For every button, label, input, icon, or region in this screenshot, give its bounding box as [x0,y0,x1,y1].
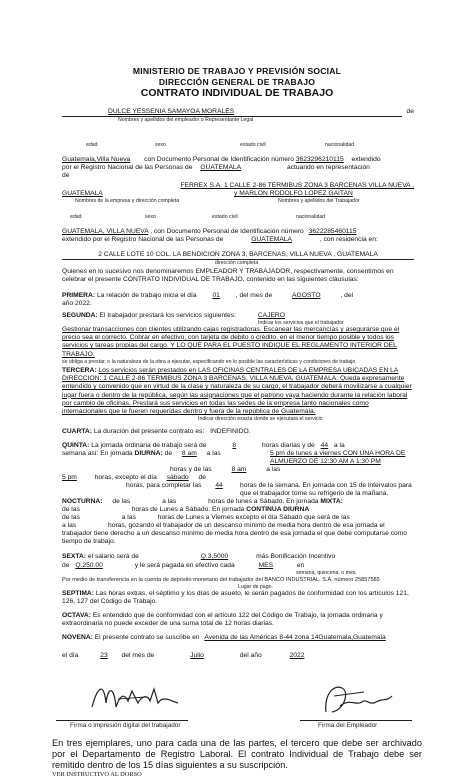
segunda-label: SEGUNDA: [62,312,98,319]
quinta-de: de [164,450,173,457]
sexta-en: en [296,562,305,569]
quinta-complete-hours: 44 [215,482,223,489]
quinta-continua-line [62,514,414,522]
quinta-continua-text2: horas, gozando el trabajador de un descanso mínimo de media hora dentro de esa jornada el trabajador tiene derecho a un descanso mínimo de media hora dentro de esa jornada el que debe computarse como tiempo de trabajo. [62,522,407,546]
worker-address-caption: dirección completa [215,260,259,266]
octava-paragraph [62,612,414,628]
quinta-sat-de: de [198,474,206,481]
quinta-continua-2 [62,522,414,546]
sexta-line-2 [62,562,414,570]
quinta-weekly: 44 [320,442,329,449]
sexta-label: SEXTA: [62,553,87,560]
quinta-continua-a2: a las [62,522,77,529]
quinta-weekly-hours: horas de la semana. En jornada con 15 de intervalos para que el trabajador tome su refrigerio de la mañana. [240,482,412,498]
novena-del-ano: del año [239,652,262,659]
novena-del-mes: del mes de [121,652,155,659]
company-line [62,182,414,190]
worker-name-caption: Nombres y apellidos del Trabajador [278,198,360,204]
worker-doc-line [62,228,414,236]
employer-signature-caption: Firma del Empleador [318,722,378,729]
worker-signature-line [56,720,188,721]
company-caption: Nombres de la empresa y dirección completa [75,198,180,204]
employer-doc-text: con Documento Personal de Identificación número [144,156,294,163]
novena-place: Avenida de las Américas 8-44 zona 14Guatemala,Guatemala [204,634,386,641]
novena-month: Julio [190,652,204,659]
novena-date-line [62,652,414,660]
employer-doc-line [62,156,414,164]
quinta-continua-a: a las [121,514,136,521]
employer-registro-line [62,164,414,172]
octava-text: Es entendido que de conformidad con el artículo 122 del Código de Trabajo, la jornada ordinaria y extraordinaria no puede exceder de una suma total de 12 horas diarias. [62,612,383,628]
employer-caption: Nombres y apellidos del empleador o Representante Legal [118,117,254,123]
primera-day: 01 [212,292,220,299]
cap-age: edad [86,142,98,148]
segunda-text: El trabajador prestará los servicios siguientes: [99,312,236,319]
cap-civil: estado civil [240,142,266,148]
tercera-caption: Indicar dirección exacta donde se ejecutara el servicio [198,416,323,422]
cuarta-text: La duración del presente contrato es: [93,428,205,435]
sexta-period: MES [258,562,274,569]
worker-name: y MARLON RODOLFO LOPEZ GAITAN [234,190,353,197]
worker-extendido-text: extendido por el Registro Nacional de las Personas de [62,236,224,243]
employer-de: de [406,108,414,115]
quinta-line-3 [170,466,414,474]
quinta-continua-text: horas de Lunes a Viernes excepto el día Sábado que será de las [157,514,350,521]
septima-label: SEPTIMA: [62,590,94,597]
sexta-text: el salario será de [87,553,139,560]
tercera-label: TERCERA: [62,367,97,374]
quinta-hours: 8 [232,442,237,449]
quinta-diarias: horas diarias y de [261,442,315,449]
quinta-mixta-a: horas de Lunes a Sábado. En jornada [131,506,245,513]
quinta-complete: horas, para completar las [126,482,202,489]
employer-registro-place: GUATEMALA [200,164,242,171]
primera-month: AGOSTO [292,292,321,299]
worker-cap-age: edad [70,214,82,220]
quinta-label: QUINTA: [62,442,90,449]
novena-year: 2022 [289,652,305,659]
septima-text: Las horas extras, el séptimo y los días de asueto, le serán pagados de conformidad con los artículos 121, 126, 127 del Código de Trabajo. [62,590,409,606]
novena-line [62,634,414,642]
worker-signature-caption: Firma o impresión digital del trabajador [70,722,181,729]
worker-doc-number: 3622285460115 [308,228,357,235]
quinta-noct-text: de las [112,498,131,505]
quinta-saturday: horas, excepto el día [94,474,157,481]
worker-registro-line [62,236,414,244]
primera-text: La relación de trabajo inicia el día [96,292,197,299]
cap-nationality: nacionalidad [325,142,355,148]
bottom-note: En tres ejemplares, uno para cada una de las partes, el tercero que debe ser archivado por el Departamento de Registro Laboral. El contrato Individual de Trabajo debe ser remitido dentro de los 15 días siguientes a su suscripción. [52,738,422,770]
quinta-schedule: 5 pm de lunes a viernes CON UNA HORA DE ALMUERZO DE 12:30 AM A 1:30 PM [270,450,406,466]
quinta-semana: semana así: En jornada [62,450,133,457]
employer-de-line [62,172,414,180]
cuarta-value: INDEFINIDO. [210,428,251,435]
sexta-de: de [62,562,70,569]
employer-extendido: extendido [351,156,381,163]
sexta-amount: Q.3,5000 [200,553,229,560]
worker-cap-nationality: nacionalidad [296,214,326,220]
quinta-line-1 [62,442,414,450]
tercera-text: Los servicios serán prestados en LAS OFICINAS CENTRALES DE LA EMPRESA UBICADAS EN LA DIRECCION: 1 CALLE 2-86 TERMIBUS ZONA 3 BARCENAS, VILLA NUEVA, GUATEMALA. Queda expresamente entendido y convenido que en virtud de la clase y naturaleza de su cargo, el trabajador deberá movilizarse a cualquier lugar fuera o dentro de la república, según las asignaciones que el patrono vaya haciendo durante la relación laboral por cambio de oficinas. Prestará sus servicios en todas las sedes de la empresa tanto nacionales como internacionales que le fueren requeridas dentro y fuera de la república de Guatemala. [62,367,412,416]
quinta-continua: CONTINUA DIURNA [246,506,310,513]
quinta-a-la: a la [333,442,345,449]
cuarta-line [62,428,414,436]
quinta-sat-from: 8 am [231,466,247,473]
primera-line [62,292,414,300]
novena-label: NOVENA: [62,634,93,641]
employer-registro-text: por el Registro Nacional de las Personas de [62,164,193,171]
company-name-2: GUATEMALA [62,190,103,197]
ministry-title: MINISTERIO DE TRABAJO Y PREVISIÓN SOCIAL [132,66,342,76]
contract-title: CONTRATO INDIVIDUAL DE TRABAJO [140,87,334,99]
quinta-nocturna-label: NOCTURNA: [62,498,103,505]
segunda-value: CAJERO [257,312,285,319]
segunda-description: Gestionar transacciones con clientes utilizando cajas registradoras. Escanear las mercancías y asegurarse que el precio sea el correcto. Cobrar en efectivo, con tarjeta de debito o crédito, en el menor tiempo posible y todos los servicios y tareas propias del cargo. Y LO QUE PARA EL PUESTO INDIQUE EL REGLAMENTO INTERIOR DEL TRABAJO. [62,326,400,358]
worker-cap-sex: sexo [145,214,156,220]
quinta-nocturna [62,498,414,506]
segunda-caption: Indicar los servicios que el trabajador [258,320,344,326]
cuarta-label: CUARTA: [62,428,92,435]
octava-label: OCTAVA: [62,612,91,619]
novena-text: El presente contrato se suscribe en [94,634,200,641]
quinta-sat-to-text: a las [266,466,281,473]
quinta-mixta-line [62,506,414,514]
employer-de-2: de [62,172,70,179]
company-line-2 [62,190,414,198]
primera-label: PRIMERA: [62,292,96,299]
quinta-continua-de: de las [62,514,80,521]
employer-signature-line [300,720,412,721]
quinta-sat-text: horas y de las [170,466,212,473]
worker-doc-text: , con Documento Personal de Identificación número [150,228,304,235]
employer-doc-number: 3623296210115 [295,156,344,163]
direction-title: DIRECCIÓN GENERAL DE TRABAJO [158,77,316,87]
septima-paragraph [62,590,414,606]
worker-cap-civil: estado civil [212,214,238,220]
novena-el-dia: el día [62,652,79,659]
segunda-obliga: se obliga a prestar, o la naturaleza de la obra a ejecutar, especificando en lo posible las características y condiciones de trabajo. [62,359,357,365]
quinta-diurna: DIURNA: [134,450,163,457]
employer-signature [320,676,400,720]
sexta-bonus: más Bonificación Incentivo [256,553,336,560]
worker-registro-place: GUATEMALA [251,236,292,243]
cap-sex: sexo [155,142,166,148]
quinta-noct-horas: horas de lunes a Sábado. En jornada [208,498,319,505]
sexta-pay: y le será pagada en efectivo cada [134,562,235,569]
segunda-line [62,312,414,320]
primera-year-line [62,300,414,308]
worker-domicile: GUATEMALA, VILLA NUEVA [62,228,149,235]
worker-address: 2 CALLE LOTE 10 COL. LA BENDICIÓN ZONA 3, BARCENAS, VILLA NUEVA , GUATEMALA [98,251,378,258]
worker-signature [88,677,188,719]
quinta-from: 8 am [181,450,197,457]
novena-day: 23 [100,652,108,659]
employer-name: DULCE YESSENIA SAMAYOA MORALES [108,108,235,115]
sexta-period-caption: semana, quincena, o mes. [296,570,357,576]
quinta-noct-a: a las [162,498,177,505]
sexta-place-caption: Lugar de pago. [238,584,273,590]
primera-month-text: , del mes de [235,292,273,299]
worker-address-line [62,251,414,259]
tercera-paragraph [62,367,414,416]
sexta-transfer: Por medio de transferencia en la cuenta de depósito monetario del trabajador del BANCO INDUSTRIAL, S.A. número 25857585 [62,577,380,583]
employer-representacion: actuando en representación [286,164,370,171]
quinta-mixta: MIXTA: [320,498,343,505]
quinta-mixta-de: de las [62,506,80,513]
company-name: FERREX S.A. 1 CALLE 2-86 TERMIBUS ZONA 3 BARCENAS VILLA NUEVA , [180,182,414,189]
employer-domicile: Guatemala,Villa Nueva [62,156,131,163]
quinta-text: La jornada ordinaria de trabajo será de [91,442,207,449]
quinta-to-text: a las [206,450,221,457]
sexta-bonus-amount: Q.250.00 [75,562,103,569]
primera-year-text: , del [340,292,354,299]
primera-year: año 2022. [62,300,92,307]
sexta-line-1 [62,553,414,561]
quinta-sat-to: 5 pm [62,474,77,481]
quinta-sat-day: sábado [166,474,189,481]
worker-residencia: , con residencia en: [319,236,378,243]
employer-name-line [62,108,414,116]
quinta-line-4 [62,474,414,482]
intro-paragraph: Quienes en lo sucesivo nos denominaremos EMPLEADOR Y TRABAJADOR, respectivamente, consentimos en celebrar el presente CONTRATO INDIVIDUAL DE TRABAJO, contenido en las siguientes cláusulas: [62,268,394,284]
footer-note: VER INSTRUCTIVO AL DORSO [52,771,142,778]
